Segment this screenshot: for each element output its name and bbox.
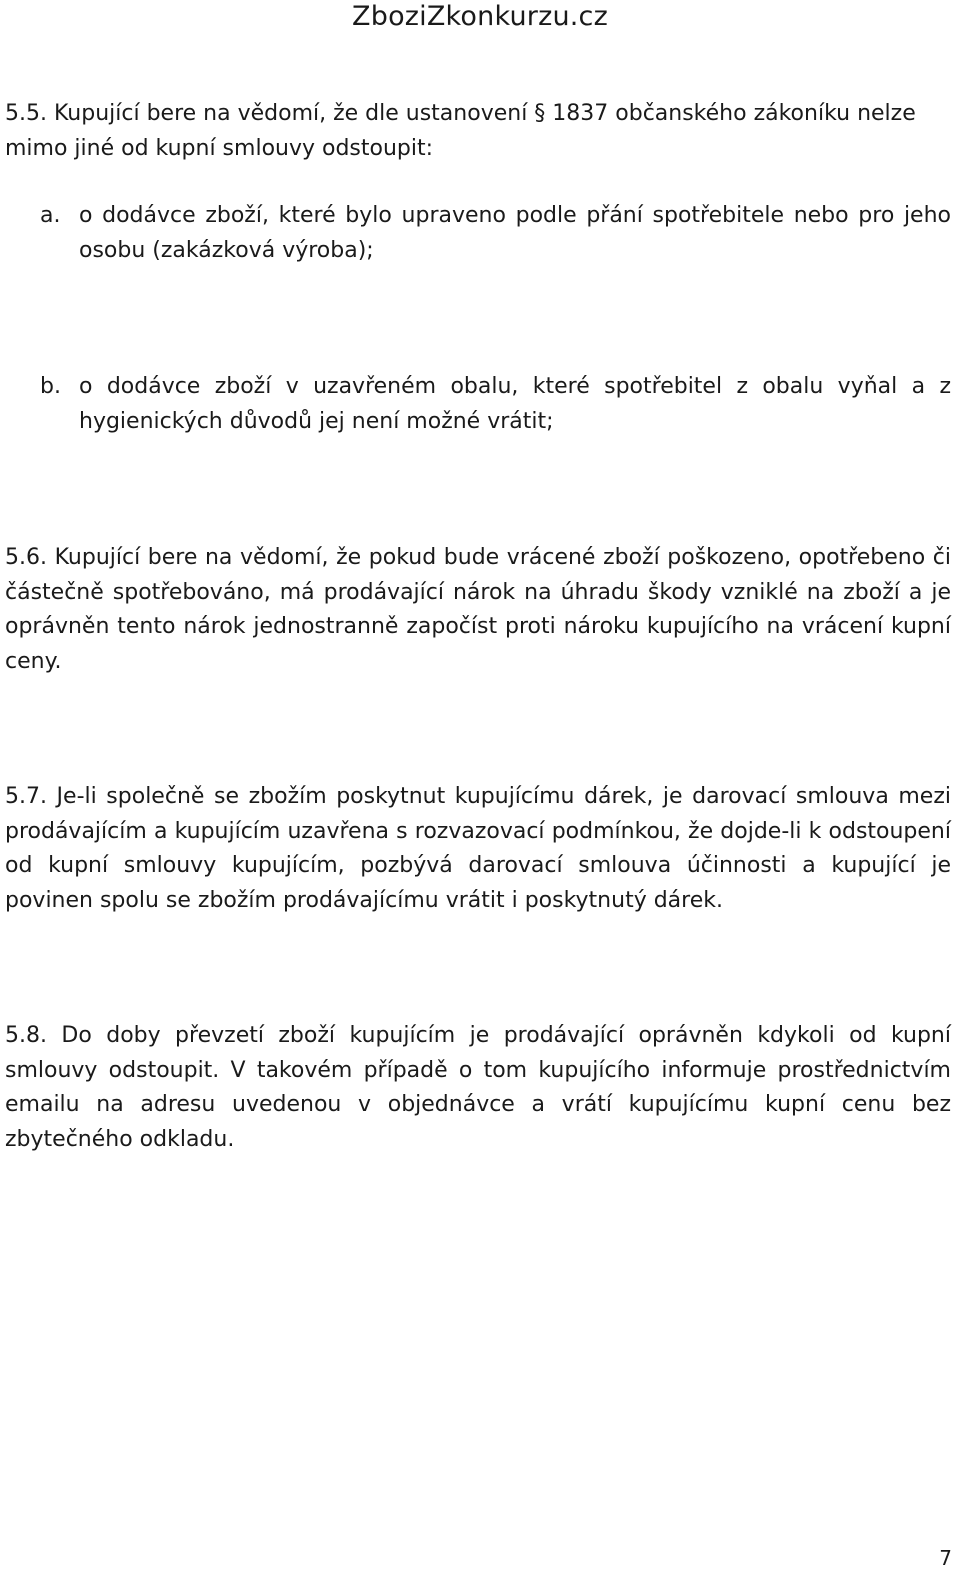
- list-marker-a: a.: [40, 203, 61, 228]
- list-text-a: o dodávce zboží, které bylo upraveno podle přání spotřebitele nebo pro jeho osobu (zakázková výroba);: [79, 203, 951, 263]
- list-text-b: o dodávce zboží v uzavřeném obalu, které spotřebitel z obalu vyňal a z hygienických důvodů jej není možné vrátit;: [79, 374, 951, 434]
- clause-5-7: 5.7. Je-li společně se zbožím poskytnut kupujícímu dárek, je darovací smlouva mezi prodávajícím a kupujícím uzavřena s rozvazovací podmínkou, že dojde-li k odstoupení od kupní smlouvy kupujícím, pozbývá darovací smlouva účinnosti a kupující je povinen spolu se zbožím prodávajícímu vrátit i poskytnutý dárek.: [5, 784, 951, 913]
- clause-5-8: 5.8. Do doby převzetí zboží kupujícím je prodávající oprávněn kdykoli od kupní smlouvy odstoupit. V takovém případě o tom kupujícího informuje prostřednictvím emailu na adresu uvedenou v objednávce a vrátí kupujícímu kupní cenu bez zbytečného odkladu.: [5, 1023, 951, 1152]
- list-item-a: [40, 199, 951, 268]
- list-item-b: [40, 370, 951, 439]
- page-number: 7: [939, 1546, 952, 1570]
- page-header-title: ZboziZkonkurzu.cz: [352, 1, 608, 32]
- clause-5-5: 5.5. Kupující bere na vědomí, že dle ustanovení § 1837 občanského zákoníku nelze mimo jiné od kupní smlouvy odstoupit:: [5, 101, 916, 161]
- list-marker-b: b.: [40, 374, 61, 399]
- clause-5-6: 5.6. Kupující bere na vědomí, že pokud bude vrácené zboží poškozeno, opotřebeno či částečně spotřebováno, má prodávající nárok na úhradu škody vzniklé na zboží a je oprávněn tento nárok jednostranně započíst proti nároku kupujícího na vrácení kupní ceny.: [5, 545, 951, 674]
